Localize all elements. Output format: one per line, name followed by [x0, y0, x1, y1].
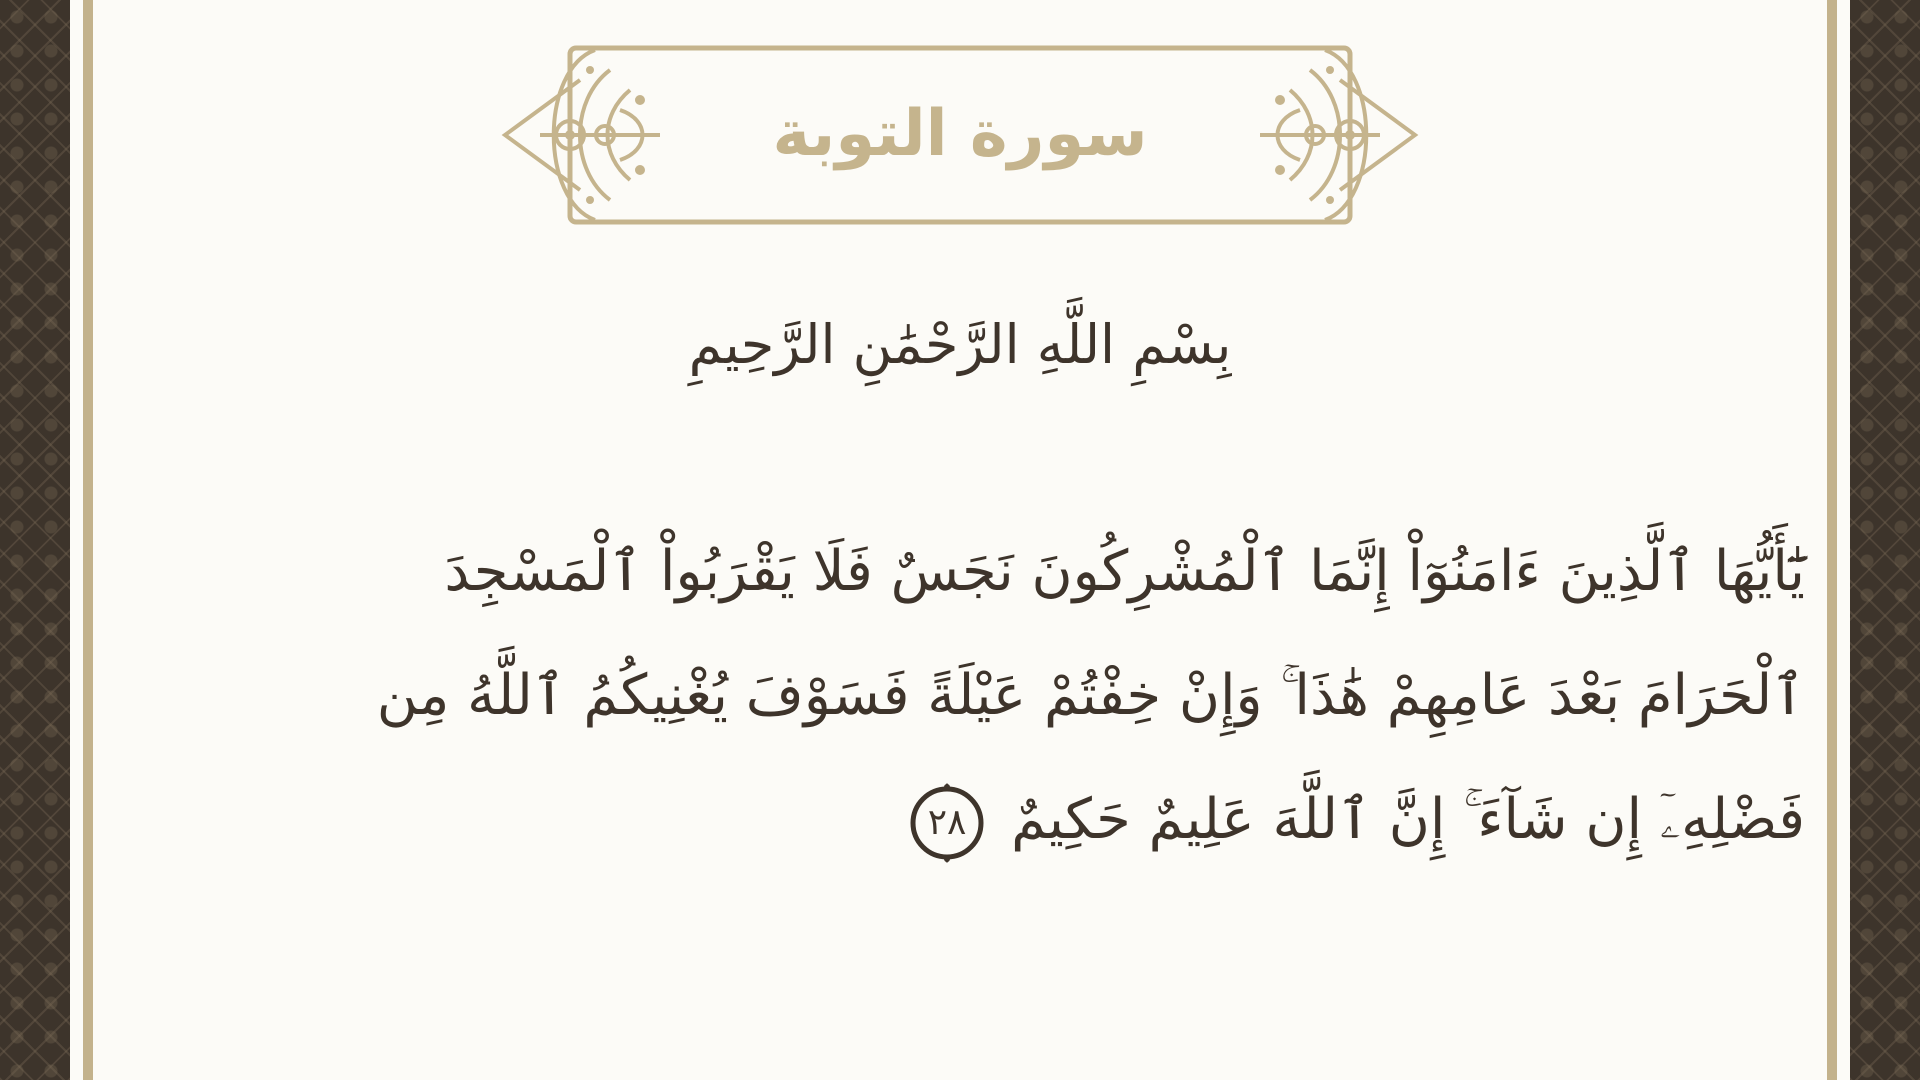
- ayah-number: ٢٨: [927, 801, 967, 843]
- ayah-end-marker: [905, 781, 989, 865]
- right-gold-line: [1827, 0, 1837, 1080]
- verse-line: ٱلْحَرَامَ بَعْدَ عَامِهِمْ هَٰذَا ۚ وَإِنْ خِفْتُمْ عَيْلَةً فَسَوْفَ يُغْنِيكُمُ ٱللَّهُ مِن: [376, 663, 1805, 728]
- verse-line: يَٰٓأَيُّهَا ٱلَّذِينَ ءَامَنُوٓاْ إِنَّمَا ٱلْمُشْرِكُونَ نَجَسٌ فَلَا يَقْرَبُواْ ٱلْمَسْجِدَ: [444, 539, 1805, 604]
- left-ornamental-border: [0, 0, 70, 1080]
- right-ornamental-border: [1850, 0, 1920, 1080]
- surah-title: سورة التوبة: [772, 97, 1148, 171]
- verse-line: [290, 758, 1805, 882]
- verse-text: [290, 510, 1805, 882]
- verse-line-text: فَضْلِهِۦٓ إِن شَآءَ ۚ إِنَّ ٱللَّهَ عَلِيمٌ حَكِيمٌ: [1011, 787, 1805, 852]
- basmala: بِسْمِ اللَّهِ الرَّحْمَٰنِ الرَّحِيمِ: [688, 313, 1232, 376]
- surah-title-banner: [500, 40, 1420, 230]
- left-gold-line: [83, 0, 93, 1080]
